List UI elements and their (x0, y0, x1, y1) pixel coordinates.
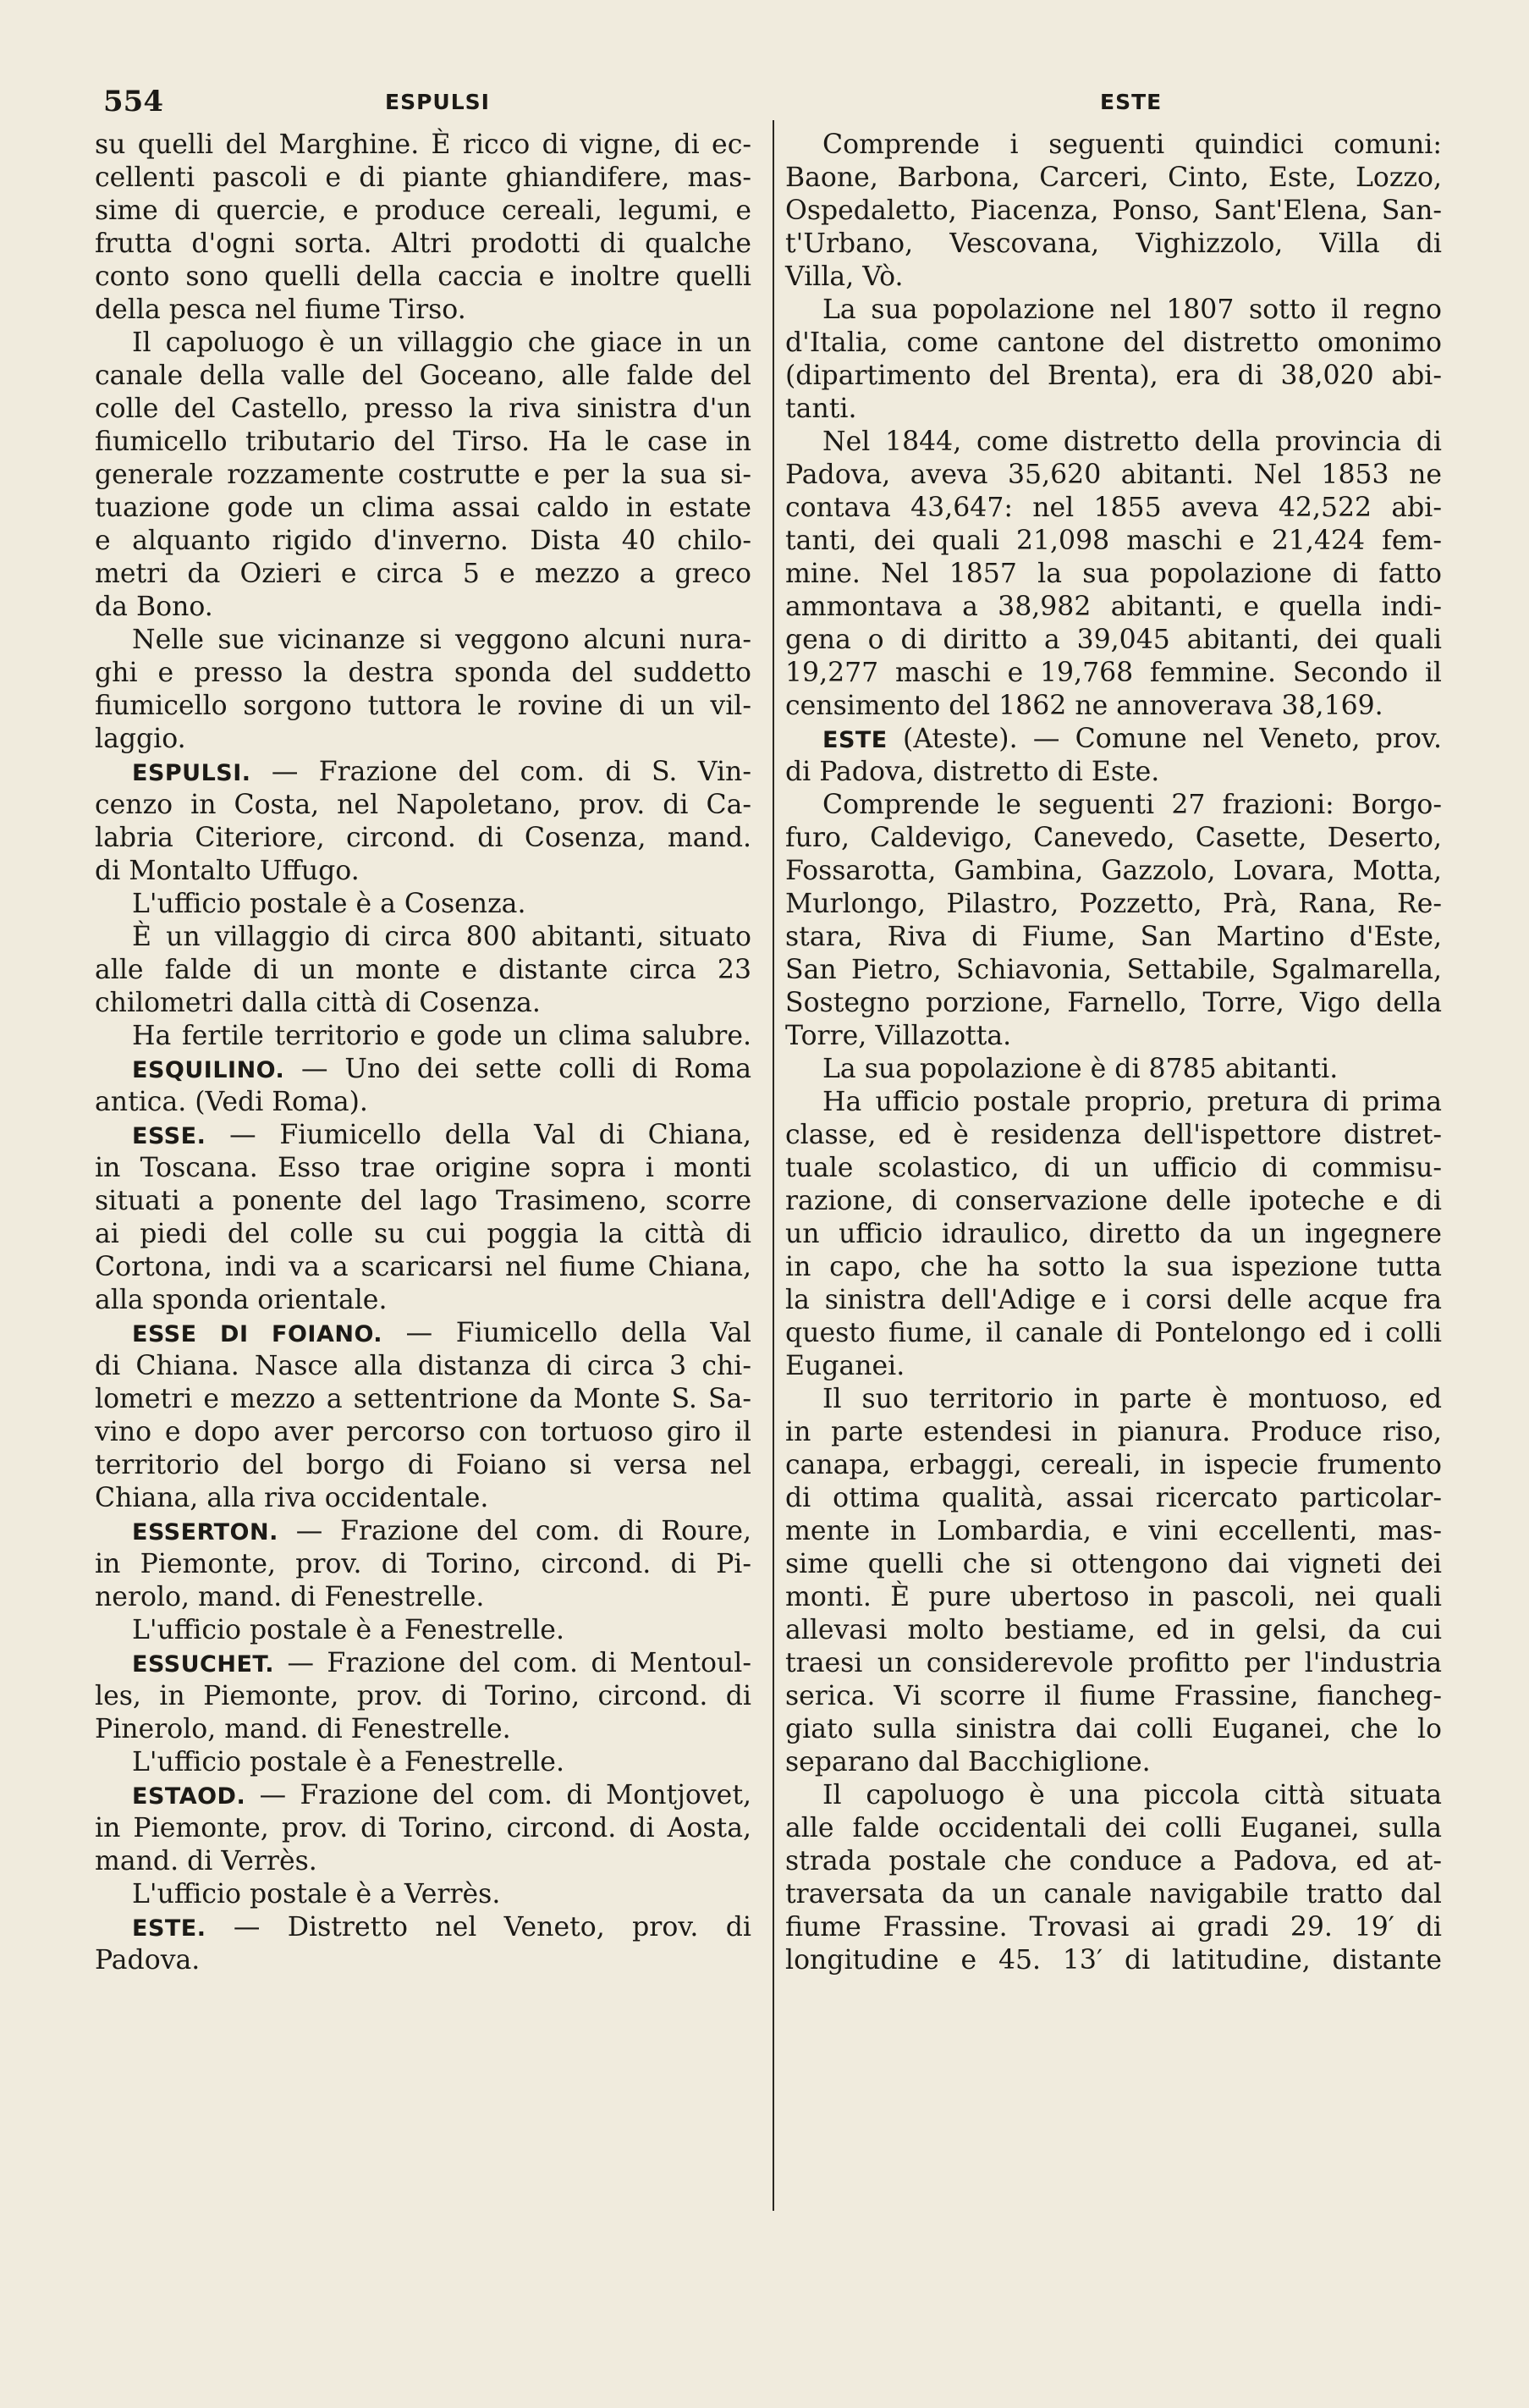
line-text: La sua popolazione nel 1807 sotto il regno (822, 295, 1442, 325)
text-line (785, 1416, 1442, 1449)
line-text: su quelli del Marghine. È ricco di vigne, di ec- (95, 129, 751, 160)
line-text: fiumicello sorgono tuttora le rovine di un vil- (95, 691, 751, 721)
line-text: Euganei. (785, 1351, 905, 1381)
line-text: in Piemonte, prov. di Torino, circond. di Pi- (95, 1549, 751, 1579)
text-line (785, 789, 1442, 822)
line-text: (dipartimento del Brenta), era di 38,020 abi- (785, 361, 1442, 391)
text-line (95, 624, 751, 657)
line-text: furo, Caldevigo, Canevedo, Casette, Deserto, (785, 823, 1442, 853)
text-line (95, 1284, 751, 1317)
entry-headword: ESSERTON. (132, 1519, 278, 1546)
text-line (785, 1020, 1442, 1053)
text-line (785, 558, 1442, 591)
text-line (785, 525, 1442, 558)
text-line (95, 1878, 751, 1911)
line-text: chilometri dalla città di Cosenza. (95, 988, 541, 1018)
text-line (95, 261, 751, 294)
line-text: — Frazione del com. di Mentoul- (273, 1648, 751, 1678)
line-text: L'ufficio postale è a Fenestrelle. (132, 1747, 564, 1777)
right-column (785, 129, 1442, 1977)
line-text: tanti, dei quali 21,098 maschi e 21,424 fem- (785, 526, 1442, 556)
line-text: laggio. (95, 724, 186, 754)
column-divider (773, 120, 774, 2211)
entry-headword: ESSE DI FOIANO. (132, 1321, 383, 1347)
text-line (95, 228, 751, 261)
line-text: Baone, Barbona, Carceri, Cinto, Este, Lozzo, (785, 163, 1442, 193)
line-text: Nelle sue vicinanze si veggono alcuni nura- (132, 625, 751, 655)
line-text: La sua popolazione è di 8785 abitanti. (822, 1054, 1339, 1084)
text-line (95, 393, 751, 426)
text-line (95, 1911, 751, 1944)
line-text: Il capoluogo è una piccola città situata (822, 1780, 1442, 1810)
text-line (95, 690, 751, 723)
text-line (95, 1515, 751, 1548)
line-text: colle del Castello, presso la riva sinistra d'un (95, 394, 751, 424)
text-line (785, 294, 1442, 327)
line-text: Murlongo, Pilastro, Pozzetto, Prà, Rana, Re- (785, 889, 1442, 919)
line-text: censimento del 1862 ne annoverava 38,169. (785, 691, 1383, 721)
text-line (95, 1383, 751, 1416)
line-text: L'ufficio postale è a Verrès. (132, 1879, 501, 1909)
text-line (95, 1548, 751, 1581)
text-line (95, 294, 751, 327)
text-line (95, 1350, 751, 1383)
line-text: stara, Riva di Fiume, San Martino d'Este, (785, 922, 1442, 952)
text-line (785, 360, 1442, 393)
text-line (785, 657, 1442, 690)
text-line (785, 1581, 1442, 1614)
line-text: d'Italia, come cantone del distretto omonimo (785, 328, 1442, 358)
text-line (95, 723, 751, 756)
line-text: Cortona, indi va a scaricarsi nel fiume Chiana, (95, 1252, 751, 1282)
line-text: generale rozzamente costrutte e per la sua si- (95, 460, 751, 490)
text-line (785, 756, 1442, 789)
text-line (95, 1218, 751, 1251)
line-text: Ha ufficio postale proprio, pretura di prima (822, 1087, 1442, 1117)
entry-headword: ESSE. (132, 1123, 206, 1149)
line-text: canale della valle del Goceano, alle falde del (95, 361, 751, 391)
line-text: la sinistra dell'Adige e i corsi delle acque fra (785, 1285, 1442, 1315)
line-text: Sostegno porzione, Farnello, Torre, Vigo della (785, 988, 1442, 1018)
line-text: canapa, erbaggi, cereali, in ispecie frumento (785, 1450, 1442, 1480)
text-line (95, 855, 751, 888)
line-text: alle falde di un monte e distante circa 23 (95, 955, 751, 985)
line-text: fiumicello tributario del Tirso. Ha le case in (95, 427, 751, 457)
line-text: È un villaggio di circa 800 abitanti, situato (132, 922, 751, 952)
text-line (95, 1845, 751, 1878)
text-line (95, 129, 751, 162)
line-text: della pesca nel fiume Tirso. (95, 295, 466, 325)
text-line (785, 1779, 1442, 1812)
line-text: serica. Vi scorre il fiume Frassine, fiancheg- (785, 1681, 1442, 1711)
line-text: L'ufficio postale è a Fenestrelle. (132, 1615, 564, 1645)
line-text: in Toscana. Esso trae origine sopra i monti (95, 1153, 751, 1183)
text-line (785, 1812, 1442, 1845)
line-text: tuazione gode un clima assai caldo in estate (95, 493, 751, 523)
line-text: separano dal Bacchiglione. (785, 1747, 1151, 1777)
line-text: alle falde occidentali dei colli Euganei, sulla (785, 1813, 1442, 1843)
line-text: contava 43,647: nel 1855 aveva 42,522 abi- (785, 493, 1442, 523)
text-line (95, 1317, 751, 1350)
text-line (95, 459, 751, 492)
line-text: longitudine e 45. 13′ di latitudine, distante (785, 1945, 1442, 1975)
text-line (785, 723, 1442, 756)
line-text: antica. (Vedi Roma). (95, 1087, 368, 1117)
text-line (95, 657, 751, 690)
text-line (95, 921, 751, 954)
line-text: Pinerolo, mand. di Fenestrelle. (95, 1714, 511, 1744)
entry-headword: ESTE (822, 727, 888, 753)
text-line (785, 393, 1442, 426)
text-line (95, 1680, 751, 1713)
text-line (785, 228, 1442, 261)
line-text: — Fiumicello della Val di Chiana, (206, 1120, 751, 1150)
text-line (785, 1647, 1442, 1680)
line-text: mente in Lombardia, e vini eccellenti, mas- (785, 1516, 1442, 1546)
line-text: San Pietro, Schiavonia, Settabile, Sgalmarella, (785, 955, 1442, 985)
text-line (785, 1317, 1442, 1350)
text-line (785, 492, 1442, 525)
line-text: cenzo in Costa, nel Napoletano, prov. di Ca- (95, 790, 751, 820)
text-line (785, 1383, 1442, 1416)
line-text: — Frazione del com. di Roure, (278, 1516, 751, 1546)
text-line (95, 888, 751, 921)
running-head-left: ESPULSI (385, 90, 490, 114)
text-line (785, 1449, 1442, 1482)
text-line (785, 1614, 1442, 1647)
line-text: e alquanto rigido d'inverno. Dista 40 chilo- (95, 526, 751, 556)
running-head-right: ESTE (1100, 90, 1163, 114)
page-header (0, 85, 1529, 127)
line-text: di Montalto Uffugo. (95, 856, 360, 886)
text-line (95, 1449, 751, 1482)
text-line (785, 1152, 1442, 1185)
text-line (95, 195, 751, 228)
text-line (95, 954, 751, 987)
line-text: tuale scolastico, di un ufficio di commisu- (785, 1153, 1442, 1183)
text-line (785, 1482, 1442, 1515)
line-text: Chiana, alla riva occidentale. (95, 1483, 489, 1513)
line-text: traversata da un canale navigabile tratto dal (785, 1879, 1442, 1909)
line-text: in parte estendesi in pianura. Produce riso, (785, 1417, 1442, 1447)
text-line (95, 1251, 751, 1284)
text-line (95, 558, 751, 591)
text-line (95, 591, 751, 624)
line-text: Nel 1844, come distretto della provincia di (822, 427, 1442, 457)
line-text: — Fiumicello della Val (382, 1318, 751, 1348)
line-text: 19,277 maschi e 19,768 femmine. Secondo il (785, 658, 1442, 688)
text-line (785, 822, 1442, 855)
text-line (785, 1185, 1442, 1218)
text-line (785, 129, 1442, 162)
line-text: Comprende le seguenti 27 frazioni: Borgo- (822, 790, 1442, 820)
line-text: nerolo, mand. di Fenestrelle. (95, 1582, 485, 1612)
text-line (785, 624, 1442, 657)
line-text: di ottima qualità, assai ricercato particolar- (785, 1483, 1442, 1513)
line-text: razione, di conservazione delle ipoteche e di (785, 1186, 1442, 1216)
text-line (95, 1020, 751, 1053)
line-text: labria Citeriore, circond. di Cosenza, mand. (95, 823, 751, 853)
line-text: fiume Frassine. Trovasi ai gradi 29. 19′ di (785, 1912, 1442, 1942)
text-line (785, 1746, 1442, 1779)
line-text: questo fiume, il canale di Pontelongo ed i colli (785, 1318, 1442, 1348)
line-text: allevasi molto bestiame, ed in gelsi, da cui (785, 1615, 1442, 1645)
entry-headword: ESPULSI. (132, 760, 251, 786)
text-line (95, 1812, 751, 1845)
line-text: in Piemonte, prov. di Torino, circond. di Aosta, (95, 1813, 751, 1843)
text-line (95, 1482, 751, 1515)
line-text: in capo, che ha sotto la sua ispezione tutta (785, 1252, 1442, 1282)
line-text: — Frazione del com. di Montjovet, (245, 1780, 751, 1810)
line-text: Ospedaletto, Piacenza, Ponso, Sant'Elena, San- (785, 196, 1442, 226)
line-text: gena o di diritto a 39,045 abitanti, dei quali (785, 625, 1442, 655)
text-line (785, 1944, 1442, 1977)
text-line (95, 789, 751, 822)
line-text: mine. Nel 1857 la sua popolazione di fatto (785, 559, 1442, 589)
line-text: Il suo territorio in parte è montuoso, ed (822, 1384, 1442, 1414)
text-line (95, 1614, 751, 1647)
text-line (785, 1845, 1442, 1878)
line-text: t'Urbano, Vescovana, Vighizzolo, Villa di (785, 229, 1442, 259)
text-line (95, 162, 751, 195)
line-text: strada postale che conduce a Padova, ed at- (785, 1846, 1442, 1876)
text-line (95, 756, 751, 789)
text-line (785, 987, 1442, 1020)
line-text: Fossarotta, Gambina, Gazzolo, Lovara, Motta, (785, 856, 1442, 886)
text-line (785, 1911, 1442, 1944)
line-text: metri da Ozieri e circa 5 e mezzo a greco (95, 559, 751, 589)
line-text: territorio del borgo di Foiano si versa nel (95, 1450, 751, 1480)
line-text: — Uno dei sette colli di Roma (284, 1054, 751, 1084)
text-line (95, 1416, 751, 1449)
line-text: frutta d'ogni sorta. Altri prodotti di qualche (95, 229, 751, 259)
text-line (95, 1713, 751, 1746)
line-text: traesi un considerevole profitto per l'industria (785, 1648, 1442, 1678)
text-line (785, 1515, 1442, 1548)
line-text: L'ufficio postale è a Cosenza. (132, 889, 526, 919)
text-line (95, 822, 751, 855)
page-number: 554 (103, 85, 163, 118)
text-line (785, 162, 1442, 195)
text-line (785, 1350, 1442, 1383)
text-line (95, 987, 751, 1020)
text-line (785, 954, 1442, 987)
left-column (95, 129, 751, 1977)
line-text: giato sulla sinistra dai colli Euganei, che lo (785, 1714, 1442, 1744)
text-line (785, 327, 1442, 360)
line-text: ai piedi del colle su cui poggia la città di (95, 1219, 751, 1249)
text-line (785, 261, 1442, 294)
entry-headword: ESTAOD. (132, 1783, 246, 1810)
text-line (785, 1713, 1442, 1746)
text-line (785, 921, 1442, 954)
text-line (95, 1944, 751, 1977)
text-line (785, 591, 1442, 624)
line-text: Comprende i seguenti quindici comuni: (822, 129, 1442, 160)
text-line (785, 195, 1442, 228)
text-line (95, 492, 751, 525)
text-line (785, 1878, 1442, 1911)
text-line (95, 525, 751, 558)
text-line (95, 1119, 751, 1152)
line-text: situati a ponente del lago Trasimeno, scorre (95, 1186, 751, 1216)
line-text: cellenti pascoli e di piante ghiandifere, mas- (95, 163, 751, 193)
line-text: Padova, aveva 35,620 abitanti. Nel 1853 ne (785, 460, 1442, 490)
line-text: conto sono quelli della caccia e inoltre quelli (95, 262, 751, 292)
line-text: di Chiana. Nasce alla distanza di circa 3 chi- (95, 1351, 751, 1381)
line-text: Padova. (95, 1945, 201, 1975)
text-line (95, 1152, 751, 1185)
line-text: ammontava a 38,982 abitanti, e quella indi- (785, 592, 1442, 622)
text-line (95, 1185, 751, 1218)
line-text: Ha fertile territorio e gode un clima salubre. (132, 1021, 751, 1051)
text-line (785, 1251, 1442, 1284)
line-text: mand. di Verrès. (95, 1846, 317, 1876)
entry-headword: ESTE. (132, 1915, 206, 1942)
line-text: (Ateste). — Comune nel Veneto, prov. (887, 724, 1442, 754)
text-line (785, 1218, 1442, 1251)
line-text: Torre, Villazotta. (785, 1021, 1012, 1051)
text-line (785, 690, 1442, 723)
text-line (785, 459, 1442, 492)
text-line (785, 888, 1442, 921)
text-line (95, 1647, 751, 1680)
line-text: sime di quercie, e produce cereali, legumi, e (95, 196, 751, 226)
text-line (785, 855, 1442, 888)
line-text: — Frazione del com. di S. Vin- (250, 757, 751, 787)
line-text: vino e dopo aver percorso con tortuoso giro il (95, 1417, 751, 1447)
line-text: tanti. (785, 394, 857, 424)
text-line (95, 1053, 751, 1086)
line-text: un ufficio idraulico, diretto da un ingegnere (785, 1219, 1442, 1249)
text-line (785, 1680, 1442, 1713)
line-text: lometri e mezzo a settentrione da Monte S. Sa- (95, 1384, 751, 1414)
line-text: Il capoluogo è un villaggio che giace in un (132, 328, 751, 358)
text-line (95, 426, 751, 459)
text-line (785, 1548, 1442, 1581)
line-text: — Distretto nel Veneto, prov. di (206, 1912, 751, 1942)
line-text: da Bono. (95, 592, 213, 622)
line-text: les, in Piemonte, prov. di Torino, circond. di (95, 1681, 751, 1711)
line-text: alla sponda orientale. (95, 1285, 388, 1315)
text-line (95, 1581, 751, 1614)
line-text: sime quelli che si ottengono dai vigneti dei (785, 1549, 1442, 1579)
text-line (95, 327, 751, 360)
text-line (95, 1779, 751, 1812)
line-text: Villa, Vò. (785, 262, 904, 292)
line-text: di Padova, distretto di Este. (785, 757, 1160, 787)
entry-headword: ESSUCHET. (132, 1651, 274, 1678)
text-line (95, 360, 751, 393)
line-text: classe, ed è residenza dell'ispettore distret- (785, 1120, 1442, 1150)
line-text: ghi e presso la destra sponda del suddetto (95, 658, 751, 688)
text-line (785, 426, 1442, 459)
text-line (95, 1746, 751, 1779)
text-line (95, 1086, 751, 1119)
text-line (785, 1086, 1442, 1119)
text-line (785, 1119, 1442, 1152)
line-text: monti. È pure ubertoso in pascoli, nei quali (785, 1582, 1442, 1612)
text-line (785, 1284, 1442, 1317)
text-line (785, 1053, 1442, 1086)
entry-headword: ESQUILINO. (132, 1057, 285, 1083)
